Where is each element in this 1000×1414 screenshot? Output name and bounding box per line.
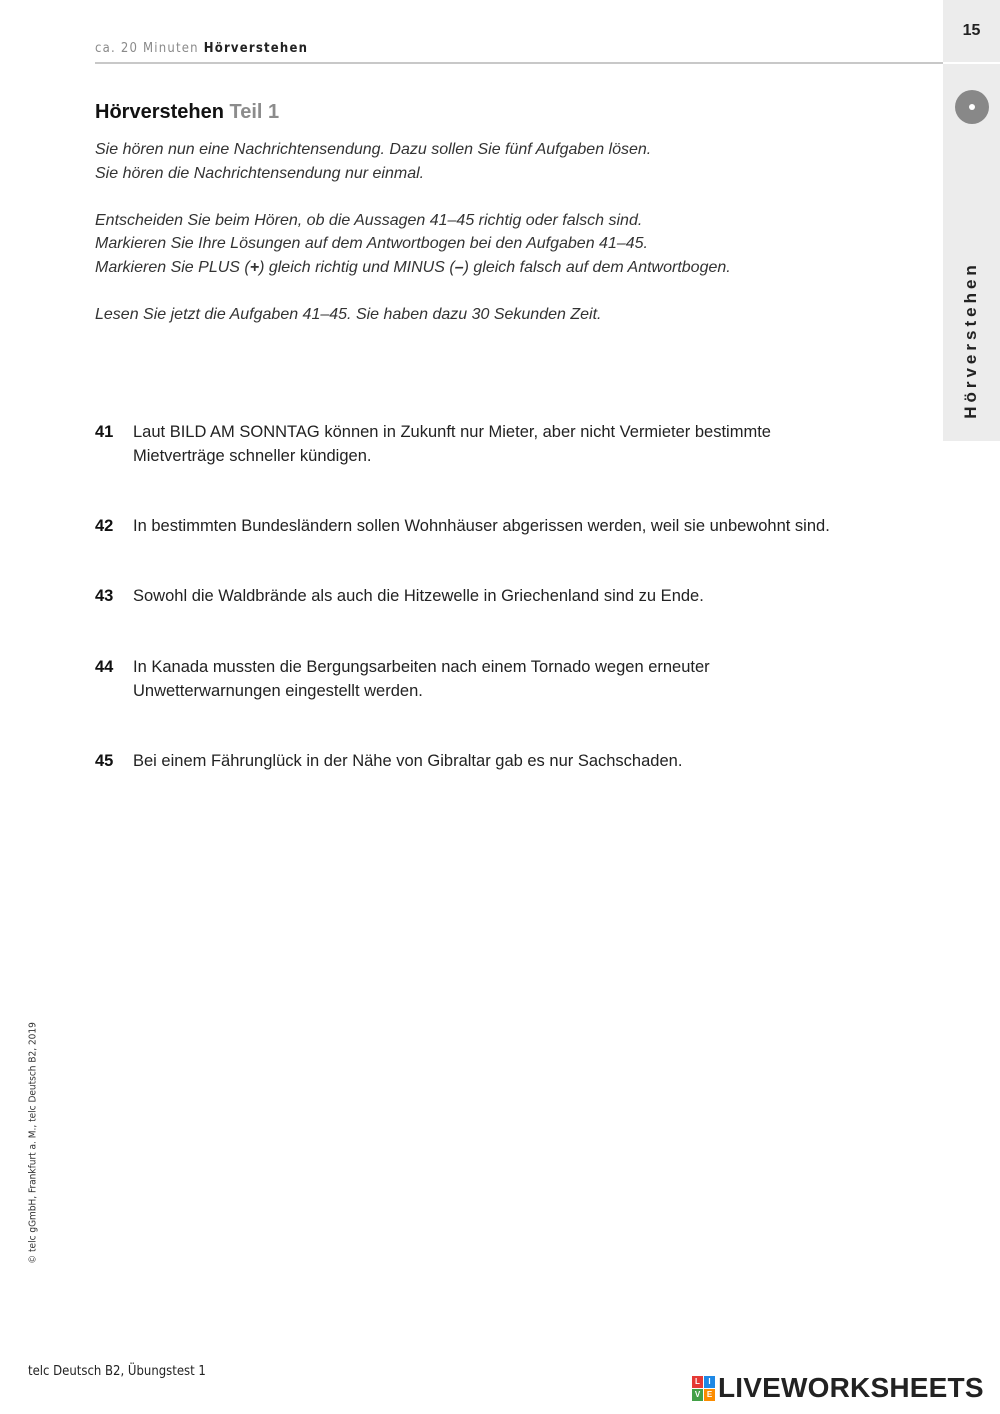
- side-tab-title: Hörverstehen: [961, 261, 980, 419]
- instruction-line: Sie hören die Nachrichtensendung nur einmal.: [95, 164, 425, 182]
- plus-sign: +: [249, 258, 260, 276]
- task-text: In bestimmten Bundesländern sollen Wohnhäuser abgerissen werden, weil sie unbewohnt sind.: [133, 517, 830, 535]
- task-text: [133, 655, 895, 703]
- header-divider: [95, 62, 943, 64]
- task-45: [95, 749, 895, 773]
- instruction-paragraph-3: [95, 303, 895, 327]
- task-text: [133, 420, 895, 468]
- logo-letter: V: [692, 1389, 703, 1401]
- liveworksheets-logo[interactable]: [692, 1373, 984, 1403]
- task-number: 45: [95, 752, 114, 770]
- section-title-main: Hörverstehen: [95, 101, 224, 123]
- logo-letter: E: [704, 1389, 715, 1401]
- task-43: [95, 584, 895, 608]
- instructions: [95, 138, 895, 350]
- instruction-line: ) gleich richtig und MINUS (: [259, 258, 455, 276]
- task-number: 43: [95, 587, 114, 605]
- header-section: Hörverstehen: [203, 41, 309, 56]
- instruction-line: Entscheiden Sie beim Hören, ob die Aussagen 41–45 richtig oder falsch sind.: [95, 211, 643, 229]
- task-44: [95, 655, 895, 703]
- logo-letter: I: [704, 1376, 715, 1388]
- test-name: telc Deutsch B2, Übungstest 1: [28, 1364, 206, 1379]
- instruction-paragraph-1: [95, 138, 895, 185]
- minus-sign: –: [454, 258, 464, 276]
- task-text: Bei einem Fährunglück in der Nähe von Gibraltar gab es nur Sachschaden.: [133, 752, 683, 770]
- header-label: [95, 41, 308, 56]
- task-number: 42: [95, 517, 114, 535]
- instruction-line: Sie hören nun eine Nachrichtensendung. Dazu sollen Sie fünf Aufgaben lösen.: [95, 141, 652, 158]
- liveworksheets-wordmark: LIVEWORKSHEETS: [718, 1372, 984, 1403]
- instruction-line: Markieren Sie Ihre Lösungen auf dem Antwortbogen bei den Aufgaben 41–45.: [95, 235, 648, 252]
- instruction-paragraph-2: [95, 209, 895, 280]
- copyright-notice: © telc gGmbH, Frankfurt a. M., telc Deutsch B2, 2019: [27, 1022, 39, 1264]
- task-text: Sowohl die Waldbrände als auch die Hitzewelle in Griechenland sind zu Ende.: [133, 587, 704, 605]
- task-42: [95, 514, 895, 538]
- task-number: 41: [95, 423, 114, 441]
- section-title: [95, 101, 279, 124]
- page-number: 15: [962, 22, 981, 39]
- task-line: Unwetterwarnungen eingestellt werden.: [133, 682, 423, 700]
- task-41: [95, 420, 895, 468]
- audio-disc-icon: [955, 90, 989, 124]
- side-tab-divider: [943, 62, 1000, 64]
- instruction-line: ) gleich falsch auf dem Antwortbogen.: [463, 258, 731, 276]
- liveworksheets-icon: [692, 1376, 715, 1401]
- task-line: Mietverträge schneller kündigen.: [133, 447, 372, 465]
- task-line: In Kanada mussten die Bergungsarbeiten nach einem Tornado wegen erneuter: [133, 658, 710, 676]
- header-time: ca. 20 Minuten: [95, 41, 199, 56]
- task-number: 44: [95, 658, 114, 676]
- instruction-line: Lesen Sie jetzt die Aufgaben 41–45. Sie haben dazu 30 Sekunden Zeit.: [95, 305, 602, 323]
- logo-letter: L: [692, 1376, 703, 1388]
- task-line: Laut BILD AM SONNTAG können in Zukunft nur Mieter, aber nicht Vermieter bestimmte: [133, 423, 771, 441]
- section-title-part: Teil 1: [229, 101, 280, 123]
- instruction-line: Markieren Sie PLUS (: [95, 258, 250, 276]
